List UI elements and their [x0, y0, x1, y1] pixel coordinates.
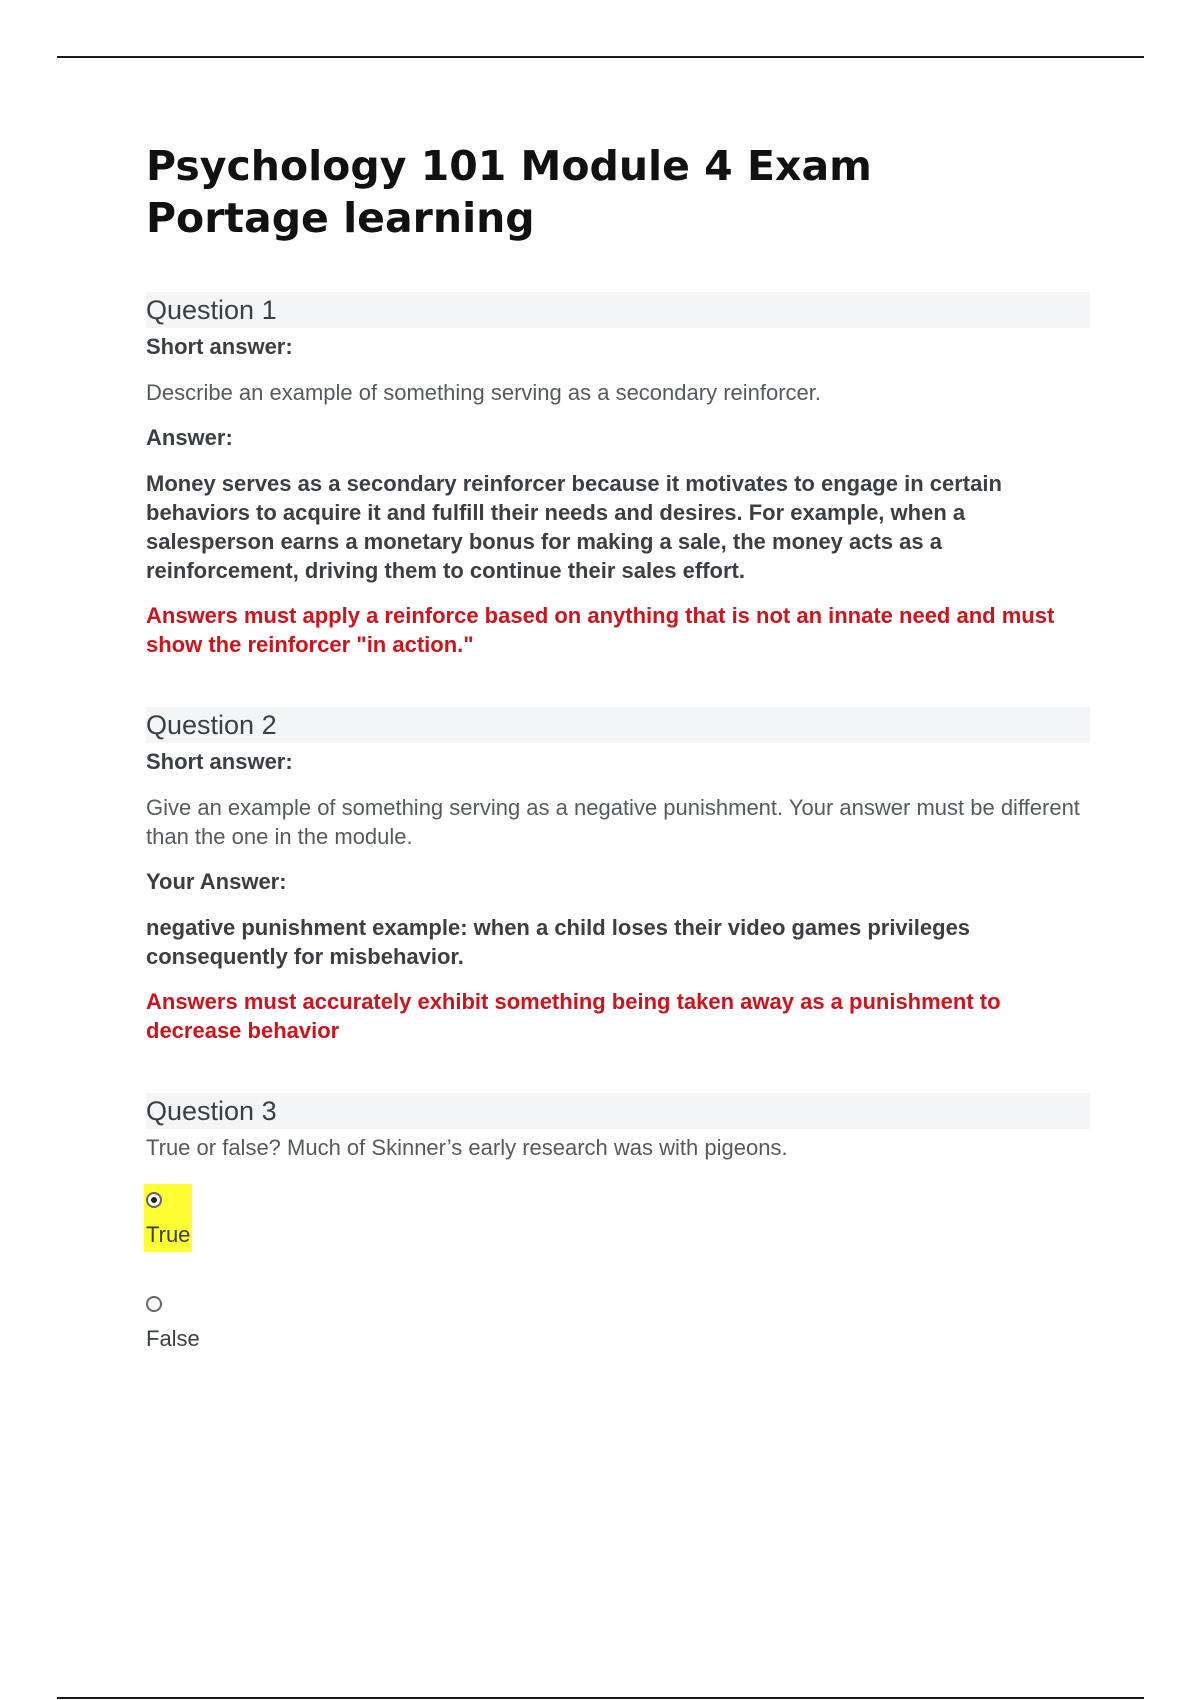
question-1 — [146, 292, 1090, 659]
selected-highlight — [144, 1184, 192, 1252]
question-header: Question 1 — [146, 292, 1090, 328]
question-header: Question 2 — [146, 707, 1090, 743]
option-true[interactable] — [146, 1184, 1090, 1252]
document-body — [146, 140, 1090, 1354]
question-prompt: Describe an example of something serving as a secondary reinforcer. — [146, 380, 822, 405]
option-wrap — [146, 1292, 200, 1354]
answer-label: Your Answer: — [146, 869, 287, 894]
question-type-label: Short answer: — [146, 749, 293, 774]
option-label: True — [146, 1222, 191, 1247]
title-line-1: Psychology 101 Module 4 Exam — [146, 142, 872, 190]
bottom-rule — [57, 1697, 1144, 1699]
grader-feedback: Answers must apply a reinforce based on anything that is not an innate need and must show the reinforcer "in action." — [146, 603, 1055, 657]
grader-feedback: Answers must accurately exhibit something being taken away as a punishment to decrease behavior — [146, 989, 1001, 1043]
question-type-label: Short answer: — [146, 334, 293, 359]
top-rule — [57, 56, 1144, 58]
answer-text: negative punishment example: when a child loses their video games privileges consequently for misbehavior. — [146, 915, 971, 969]
option-label: False — [146, 1326, 200, 1351]
question-header: Question 3 — [146, 1093, 1090, 1129]
option-false[interactable] — [146, 1292, 1090, 1354]
question-prompt: True or false? Much of Skinner’s early research was with pigeons. — [146, 1135, 788, 1160]
answer-text: Money serves as a secondary reinforcer because it motivates to engage in certain behaviors to acquire it and fulfill their needs and desires. For example, when a salesperson earns a monetary bonus for making a sale, the money acts as a reinforcement, driving them to continue their sales effort. — [146, 471, 1002, 583]
title-line-2: Portage learning — [146, 194, 535, 242]
answer-label: Answer: — [146, 425, 233, 450]
radio-false[interactable] — [146, 1296, 162, 1312]
radio-true[interactable] — [146, 1192, 162, 1208]
question-2 — [146, 707, 1090, 1045]
document-title — [146, 140, 1090, 244]
question-3 — [146, 1093, 1090, 1354]
question-prompt: Give an example of something serving as a negative punishment. Your answer must be different than the one in the module. — [146, 795, 1080, 849]
